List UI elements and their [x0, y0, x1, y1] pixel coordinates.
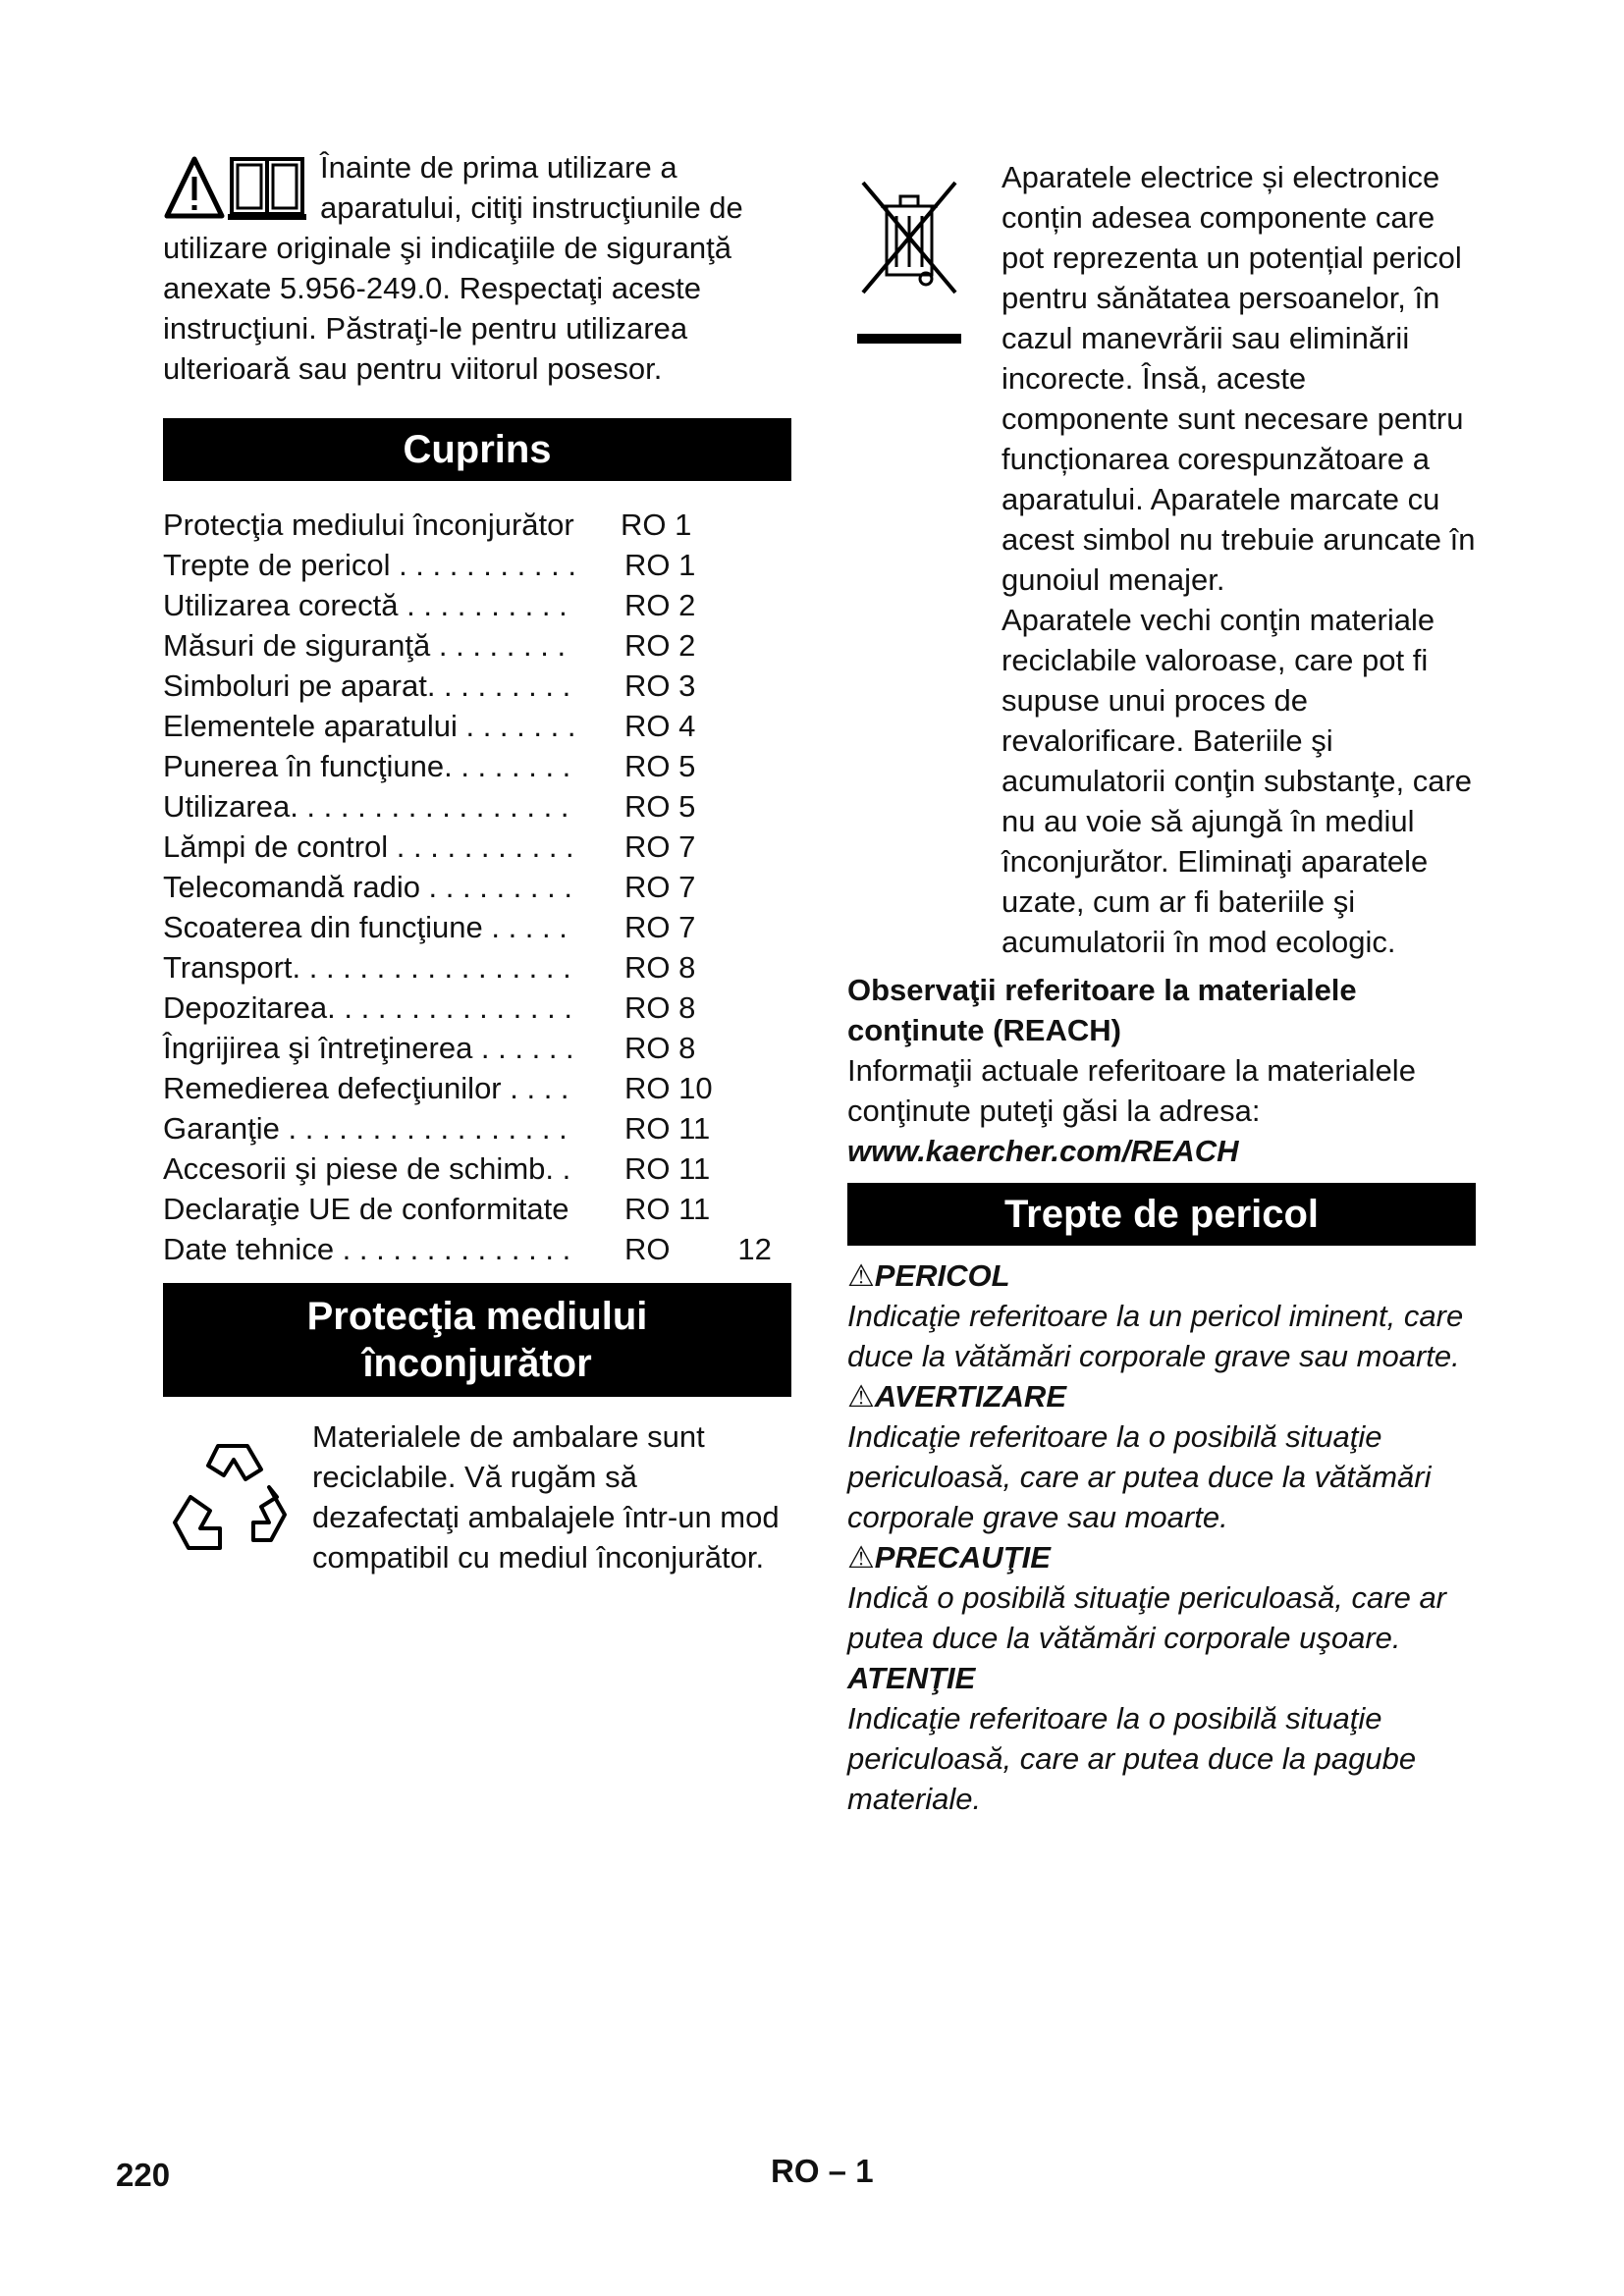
toc-item-page: RO 2 — [624, 628, 696, 663]
toc-item[interactable] — [163, 988, 791, 1028]
toc-item-label: Transport. . . . . . . . . . . . . . . . . — [163, 950, 571, 985]
toc-item[interactable] — [163, 1068, 791, 1108]
toc-item-label: Elementele aparatului . . . . . . . — [163, 709, 576, 743]
environment-title-line-1: Protecţia mediului — [306, 1295, 648, 1338]
toc-item[interactable] — [163, 706, 791, 746]
toc-item-page: RO 8 — [624, 990, 696, 1025]
weee-text-2: Aparatele vechi conţin materiale reciclabile valoroase, care pot fi supuse unui proces de revalorificare. Bateriile şi acumulatorii conţin substanţe, care nu au voie să ajungă în mediul înconjurător. Eliminaţi aparatele uzate, cum ar fi bateriile şi acumulatorii în mod ecologic. — [1001, 603, 1473, 959]
toc-item[interactable] — [163, 1148, 791, 1189]
hazard-pericol-desc: Indicaţie referitoare la un pericol iminent, care duce la vătămări corporale grave sau moarte. — [847, 1299, 1464, 1373]
warning-triangle-icon — [167, 159, 222, 216]
manual-book-icon — [228, 159, 306, 220]
toc-item-page: RO 7 — [624, 829, 696, 864]
hazard-avertizare-desc: Indicaţie referitoare la o posibilă situaţie periculoasă, care ar putea duce la vătămări corporale grave sau moarte. — [847, 1419, 1432, 1534]
toc-item[interactable] — [163, 1028, 791, 1068]
hazard-avertizare-head: ⚠AVERTIZARE — [847, 1379, 1066, 1414]
toc-item[interactable] — [163, 1189, 791, 1229]
toc-item-label: Depozitarea. . . . . . . . . . . . . . . — [163, 990, 572, 1025]
toc-item[interactable] — [163, 666, 791, 706]
left-column — [163, 147, 791, 1613]
intro-text: Înainte de prima utilizare a aparatului, citiţi instrucţiunile de utilizare originale şi indicaţiile de siguranţă anexate 5.956-249.0. Respectaţi aceste instrucţiuni. Păstraţi-le pentru utilizarea ulterioară sau pentru viitorul posesor. — [163, 150, 743, 386]
hazard-atentie-desc: Indicaţie referitoare la o posibilă situaţie periculoasă, care ar putea duce la pagube materiale. — [847, 1701, 1417, 1816]
toc-item-page: RO 12 — [624, 1232, 772, 1266]
reach-title: Observaţii referitoare la materialele conţinute (REACH) — [847, 973, 1357, 1047]
toc-title: Cuprins — [403, 428, 552, 471]
toc-item-page: RO 3 — [624, 668, 696, 703]
intro-notice — [163, 147, 791, 389]
toc-item-label: Utilizarea corectă . . . . . . . . . . — [163, 588, 568, 622]
toc-item-label: Scoaterea din funcţiune . . . . . — [163, 910, 568, 944]
toc-item-page: RO 10 — [624, 1071, 713, 1105]
toc-item[interactable] — [163, 585, 791, 625]
warning-manual-icon — [163, 153, 308, 224]
toc-item-label: Îngrijirea şi întreţinerea . . . . . . — [163, 1031, 574, 1065]
toc-item-label: Garanţie . . . . . . . . . . . . . . . . . — [163, 1111, 568, 1146]
toc-item-page: RO 4 — [624, 709, 696, 743]
page-number: 220 — [116, 2157, 171, 2193]
toc-item-label: Remedierea defecţiunilor . . . . — [163, 1071, 569, 1105]
toc-item[interactable] — [163, 746, 791, 786]
toc-item-page: RO 2 — [624, 588, 696, 622]
toc-item-page: RO 7 — [624, 910, 696, 944]
reach-text: Informaţii actuale referitoare la materialele conţinute puteţi găsi la adresa: — [847, 1053, 1416, 1128]
weee-block — [847, 157, 1476, 962]
crossed-bin-icon — [857, 177, 961, 344]
environment-heading — [163, 1283, 791, 1397]
hazard-levels — [847, 1255, 1476, 1819]
hazards-heading — [847, 1183, 1476, 1246]
toc-item-page: RO 8 — [624, 1031, 696, 1065]
toc-item-label: Simboluri pe aparat. . . . . . . . . — [163, 668, 571, 703]
weee-text-1: Aparatele electrice și electronice conțin adesea componente care pot reprezenta un potențial pericol pentru sănătatea persoanelor, în cazul manevrării sau eliminării incorecte. Însă, aceste componente sunt necesare pentru funcționarea corespunzătoare a aparatului. Aparatele marcate cu acest simbol nu trebuie aruncate în gunoiul menajer. — [1001, 160, 1476, 597]
recycle-icon — [163, 1426, 300, 1564]
packaging-recycling-block — [163, 1416, 791, 1613]
hazard-precautie-desc: Indică o posibilă situaţie periculoasă, care ar putea duce la vătămări corporale uşoare. — [847, 1580, 1447, 1655]
toc-item-page: RO 5 — [624, 789, 696, 824]
section-code: RO – 1 — [771, 2153, 874, 2189]
toc-item[interactable] — [163, 947, 791, 988]
toc-item[interactable] — [163, 786, 791, 827]
toc-item-page: RO 1 — [624, 548, 696, 582]
environment-title-line-2: înconjurător — [362, 1342, 592, 1385]
toc-item-label: Accesorii şi piese de schimb. . — [163, 1151, 571, 1186]
hazard-pericol-head: ⚠PERICOL — [847, 1258, 1010, 1293]
toc-item[interactable] — [163, 545, 791, 585]
toc-item[interactable] — [163, 505, 791, 545]
toc-item-label: Punerea în funcţiune. . . . . . . . — [163, 749, 571, 783]
right-column — [847, 157, 1476, 1819]
hazard-precautie-head: ⚠PRECAUŢIE — [847, 1540, 1051, 1575]
packaging-text: Materialele de ambalare sunt reciclabile. Vă rugăm să dezafectaţi ambalajele într-un mod compatibil cu mediul înconjurător. — [312, 1419, 780, 1575]
toc-item[interactable] — [163, 827, 791, 867]
toc-item-label: Trepte de pericol . . . . . . . . . . . — [163, 548, 576, 582]
toc-item[interactable] — [163, 867, 791, 907]
toc-item-page: RO 11 — [624, 1192, 711, 1226]
toc-item-label: Protecţia mediului înconjurător — [163, 507, 574, 542]
toc-item[interactable] — [163, 907, 791, 947]
toc-item-label: Măsuri de siguranţă . . . . . . . . — [163, 628, 567, 663]
toc-item-label: Utilizarea. . . . . . . . . . . . . . . . . — [163, 789, 569, 824]
toc-item-label: Telecomandă radio . . . . . . . . . — [163, 870, 572, 904]
toc-item[interactable] — [163, 1108, 791, 1148]
hazards-title: Trepte de pericol — [1003, 1193, 1320, 1236]
toc-item-page: RO 5 — [624, 749, 696, 783]
toc-item-page: RO 8 — [624, 950, 696, 985]
toc-item-page: RO 11 — [624, 1111, 711, 1146]
toc-item-page: RO 7 — [624, 870, 696, 904]
reach-link[interactable]: www.kaercher.com/REACH — [847, 1134, 1239, 1168]
table-of-contents — [163, 505, 791, 1269]
toc-item-label: Lămpi de control . . . . . . . . . . . — [163, 829, 574, 864]
toc-item-label: Date tehnice . . . . . . . . . . . . . . — [163, 1232, 571, 1266]
toc-heading — [163, 418, 791, 481]
toc-item[interactable] — [163, 625, 791, 666]
toc-item-page: RO 11 — [624, 1151, 711, 1186]
hazard-atentie-head: ATENŢIE — [847, 1661, 976, 1695]
toc-item-page: RO 1 — [621, 507, 692, 542]
toc-item[interactable] — [163, 1229, 791, 1269]
toc-item-label: Declaraţie UE de conformitate — [163, 1192, 569, 1226]
